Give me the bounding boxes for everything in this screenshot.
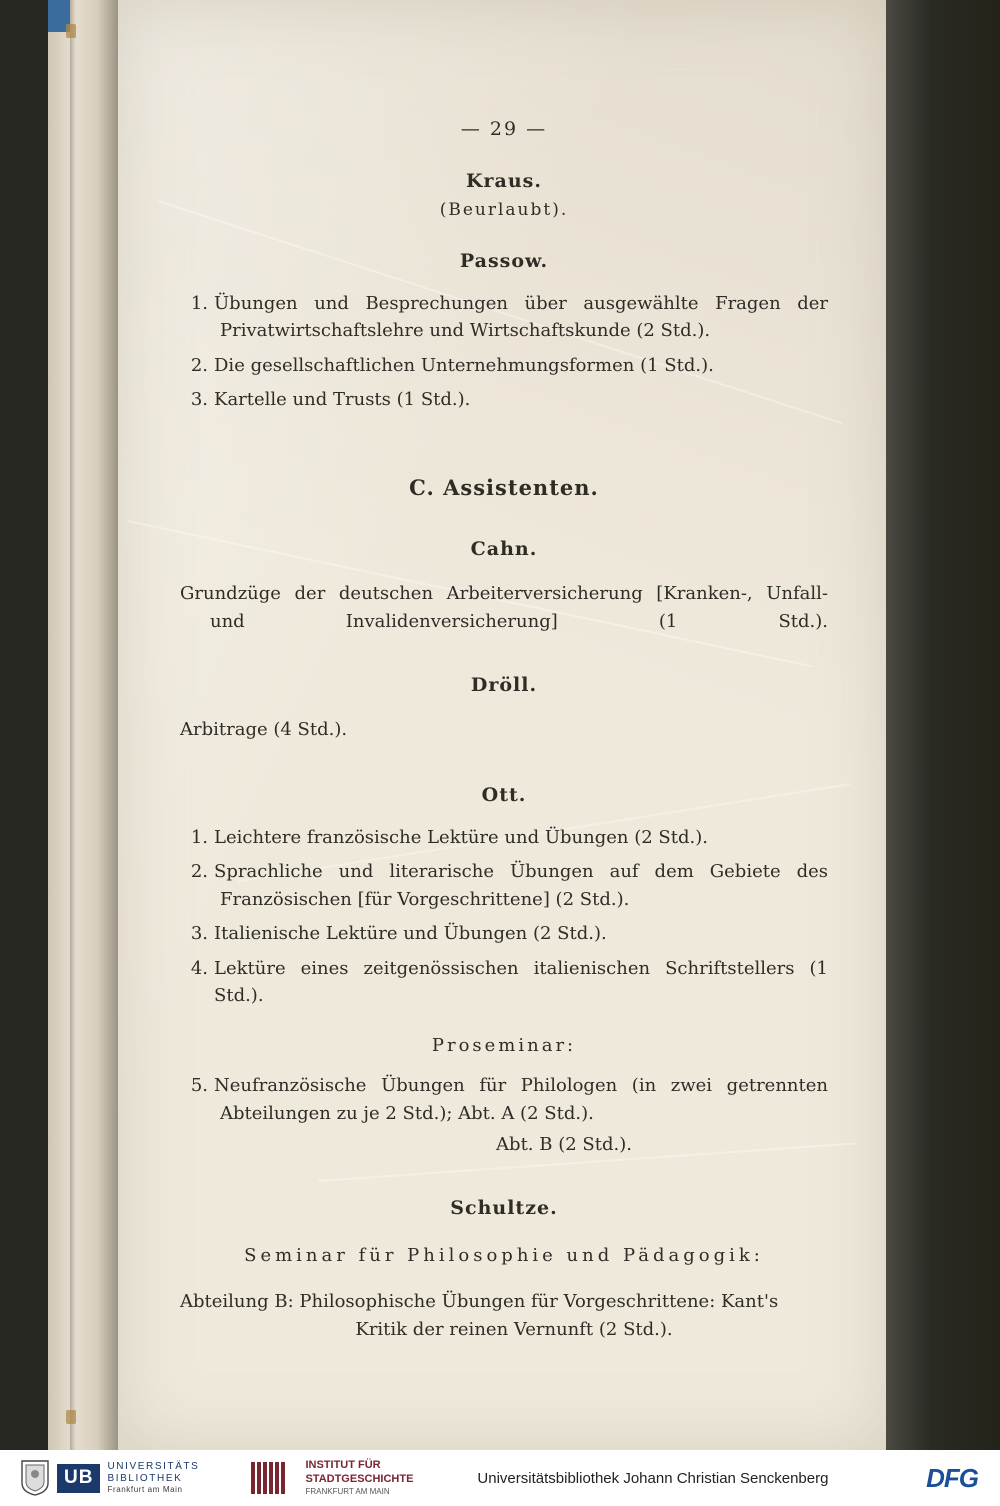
list-item — [180, 824, 828, 851]
heading-passow: Passow. — [459, 250, 549, 272]
isg-label-line1: INSTITUT FÜR — [305, 1459, 381, 1472]
list-item — [180, 386, 828, 413]
list-item-number: 2. — [190, 861, 208, 883]
list-item-number: 5. — [190, 1075, 208, 1097]
list-item-text: Italienische Lektüre und Übungen (2 Std.). — [214, 923, 607, 945]
list-item-text: Übungen und Besprechungen über ausgewählte Fragen der — [214, 293, 828, 314]
list-item-number: 3. — [190, 923, 208, 945]
list-item-number: 3. — [190, 389, 208, 411]
list-item — [180, 858, 828, 913]
paragraph-schultze — [180, 1288, 828, 1344]
list-item-number: 4. — [190, 957, 208, 979]
book-spine-strip — [48, 0, 118, 1450]
list-passow — [180, 290, 828, 413]
list-item — [180, 1072, 828, 1127]
label-seminar-philosophie-paedagogik: Seminar für Philosophie und Pädagogik: — [244, 1244, 764, 1266]
list-item-text-cont: Privatwirtschaftslehre und Wirtschaftskunde (2 Std.). — [220, 320, 711, 342]
paragraph-cahn — [180, 580, 828, 636]
scan-footer-bar — [0, 1450, 1000, 1506]
spine-mark-bottom — [66, 1410, 76, 1424]
isg-label-line2: STADTGESCHICHTE — [305, 1473, 414, 1485]
paragraph-droell: Arbitrage (4 Std.). — [180, 719, 348, 741]
heading-kraus: Kraus. — [466, 170, 542, 192]
list-item-text: Lektüre eines zeitgenössischen italienischen Schriftstellers (1 Std.). — [214, 957, 828, 1006]
list-item-text: Sprachliche und literarische Übungen auf dem Gebiete des — [214, 861, 828, 883]
heading-section-c-assistenten: C. Assistenten. — [409, 475, 599, 501]
ub-label — [107, 1461, 199, 1495]
paragraph-line: und Invalidenversicherung] (1 Std.). — [210, 611, 828, 633]
list-item-text-cont: Abteilungen zu je 2 Std.); Abt. A (2 Std.). — [220, 1102, 594, 1124]
list-ott — [180, 824, 828, 1009]
ub-label-line1: UNIVERSITÄTS — [107, 1460, 200, 1472]
list-item-text: Kartelle und Trusts (1 Std.). — [214, 389, 471, 411]
ub-label-line3: Frankfurt am Main — [107, 1485, 183, 1495]
paragraph-line: Abteilung B: Philosophische Übungen für Vorgeschrittene: Kant's — [180, 1290, 779, 1312]
list-item — [180, 290, 828, 345]
isg-label-line3: FRANKFURT AM MAIN — [305, 1486, 390, 1496]
list-ott-proseminar — [180, 1072, 828, 1127]
list-item — [180, 920, 828, 947]
footer-library-name: Universitätsbibliothek Johann Christian Senckenberg — [477, 1469, 829, 1487]
list-item-number: 2. — [190, 354, 208, 376]
paragraph-line: Kritik der reinen Vernunft (2 Std.). — [355, 1318, 673, 1340]
isg-label — [305, 1459, 413, 1497]
list-item-number: 1. — [190, 293, 208, 314]
paragraph-line: Grundzüge der deutschen Arbeiterversicherung [Kranken-, Unfall- — [180, 583, 828, 605]
document-page — [118, 0, 886, 1450]
list-item-text-cont-abt-b: Abt. B (2 Std.). — [496, 1133, 632, 1155]
logo-dfg: DFG — [926, 1462, 978, 1493]
page-number: — 29 — — [460, 118, 548, 140]
logo-universitaetsbibliothek — [18, 1459, 199, 1497]
subheading-kraus-beurlaubt: (Beurlaubt). — [439, 200, 569, 220]
book-right-edge — [886, 0, 1000, 1450]
list-item-text: Leichtere französische Lektüre und Übungen (2 Std.). — [214, 827, 708, 849]
heading-droell: Dröll. — [470, 674, 538, 697]
spine-mark-top — [66, 24, 76, 38]
ub-badge: UB — [57, 1464, 100, 1493]
list-item-text-cont: Französischen [für Vorgeschrittene] (2 Std.). — [220, 888, 630, 910]
page-text-column — [180, 0, 828, 1362]
list-item-number: 1. — [190, 827, 208, 849]
list-item — [180, 955, 828, 1010]
heading-ott: Ott. — [481, 784, 527, 807]
building-icon — [251, 1460, 297, 1496]
crest-icon — [18, 1459, 52, 1497]
list-item-text: Neufranzösische Übungen für Philologen (in zwei getrennten — [214, 1075, 828, 1097]
list-item-text: Die gesellschaftlichen Unternehmungsformen (1 Std.). — [214, 354, 714, 376]
heading-schultze: Schultze. — [450, 1196, 558, 1219]
ub-label-line2: BIBLIOTHEK — [107, 1473, 183, 1485]
label-proseminar: Proseminar: — [431, 1035, 577, 1057]
list-item — [180, 352, 828, 379]
book-gutter-shadow — [0, 0, 48, 1450]
heading-cahn: Cahn. — [470, 538, 538, 561]
logo-institut-fuer-stadtgeschichte — [251, 1459, 413, 1497]
